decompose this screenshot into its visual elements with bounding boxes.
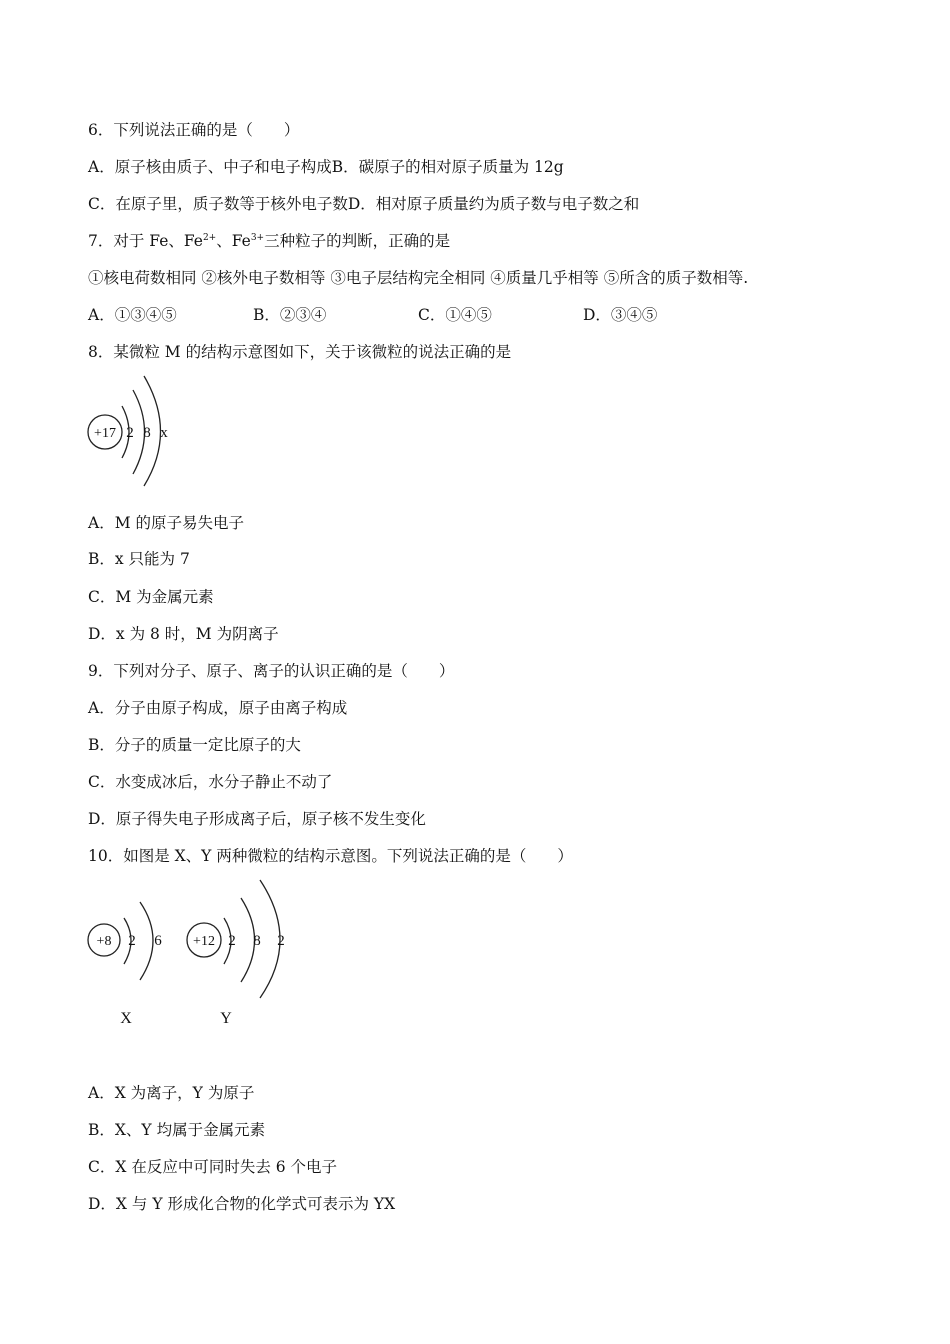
q7-option-a: A．①③④⑤ xyxy=(88,306,177,324)
q8-option-d: D．x 为 8 时，M 为阴离子 xyxy=(88,625,279,643)
q6-option-b: B．碳原子的相对原子质量为 12g xyxy=(331,158,564,176)
q8-option-c: C．M 为金属元素 xyxy=(88,588,214,606)
q6-option-a: A．原子核由质子、中子和电子构成 xyxy=(88,158,332,176)
q10-diagram-x xyxy=(88,902,162,1027)
q10-structure-diagrams xyxy=(84,876,304,1032)
q9-option-d: D．原子得失电子形成离子后，原子核不发生变化 xyxy=(88,810,426,828)
q7-charge-fe3: 3+ xyxy=(250,233,265,243)
q7-option-c: C．①④⑤ xyxy=(418,306,492,324)
q8-shell-3-electrons: x xyxy=(160,425,168,441)
q7-stem xyxy=(88,231,450,251)
q10-x-shell-2-arc xyxy=(140,902,153,980)
q10-y-nucleus-charge: +12 xyxy=(193,934,215,949)
q7-option-b: B．②③④ xyxy=(253,306,327,324)
q8-shell-1-electrons: 2 xyxy=(126,425,134,441)
q10-y-label: Y xyxy=(220,1010,232,1027)
q8-atom-structure-diagram xyxy=(84,372,184,490)
q10-x-label: X xyxy=(120,1010,132,1027)
q8-nucleus-charge: +17 xyxy=(94,426,116,441)
q9-stem: 9．下列对分子、原子、离子的认识正确的是（ ） xyxy=(88,662,455,680)
q7-charge-fe2: 2+ xyxy=(202,233,217,243)
q8-stem: 8．某微粒 M 的结构示意图如下，关于该微粒的说法正确的是 xyxy=(88,343,512,361)
q7-statements: ①核电荷数相同 ②核外电子数相等 ③电子层结构完全相同 ④质量几乎相等 ⑤所含的质子数相等. xyxy=(88,269,749,287)
q9-option-c: C．水变成冰后，水分子静止不动了 xyxy=(88,773,333,791)
q9-option-a: A．分子由原子构成，原子由离子构成 xyxy=(88,699,348,717)
q6-option-d: D．相对原子质量约为质子数与电子数之和 xyxy=(347,195,640,213)
q10-option-c: C．X 在反应中可同时失去 6 个电子 xyxy=(88,1158,338,1176)
q10-option-d: D．X 与 Y 形成化合物的化学式可表示为 YX xyxy=(88,1195,396,1213)
q10-diagram-y xyxy=(187,880,285,1027)
q7-stem-pre: 7．对于 Fe、Fe xyxy=(88,232,203,250)
q10-option-b: B．X、Y 均属于金属元素 xyxy=(88,1121,266,1139)
q10-x-shell-2-electrons: 6 xyxy=(154,933,162,949)
q8-option-a: A．M 的原子易失电子 xyxy=(88,514,244,532)
q6-options-ab xyxy=(88,157,564,177)
q10-y-shell-1-electrons: 2 xyxy=(228,933,236,949)
q8-shell-2-electrons: 8 xyxy=(143,425,151,441)
q7-option-d: D．③④⑤ xyxy=(583,306,658,324)
q10-option-a: A．X 为离子，Y 为原子 xyxy=(88,1084,255,1102)
q10-y-shell-3-electrons: 2 xyxy=(277,933,285,949)
q7-stem-mid: 、Fe xyxy=(216,232,251,250)
q10-stem: 10．如图是 X、Y 两种微粒的结构示意图。下列说法正确的是（ ） xyxy=(88,847,573,865)
q7-stem-post: 三种粒子的判断，正确的是 xyxy=(264,232,451,250)
q10-x-shell-1-electrons: 2 xyxy=(128,933,136,949)
q8-option-b: B．x 只能为 7 xyxy=(88,550,190,568)
q6-stem: 6．下列说法正确的是（ ） xyxy=(88,121,300,139)
q9-option-b: B．分子的质量一定比原子的大 xyxy=(88,736,301,754)
q6-options-cd xyxy=(88,194,639,214)
q10-y-shell-2-electrons: 8 xyxy=(253,933,261,949)
q6-option-c: C．在原子里，质子数等于核外电子数 xyxy=(88,195,348,213)
q10-x-nucleus-charge: +8 xyxy=(96,934,112,949)
